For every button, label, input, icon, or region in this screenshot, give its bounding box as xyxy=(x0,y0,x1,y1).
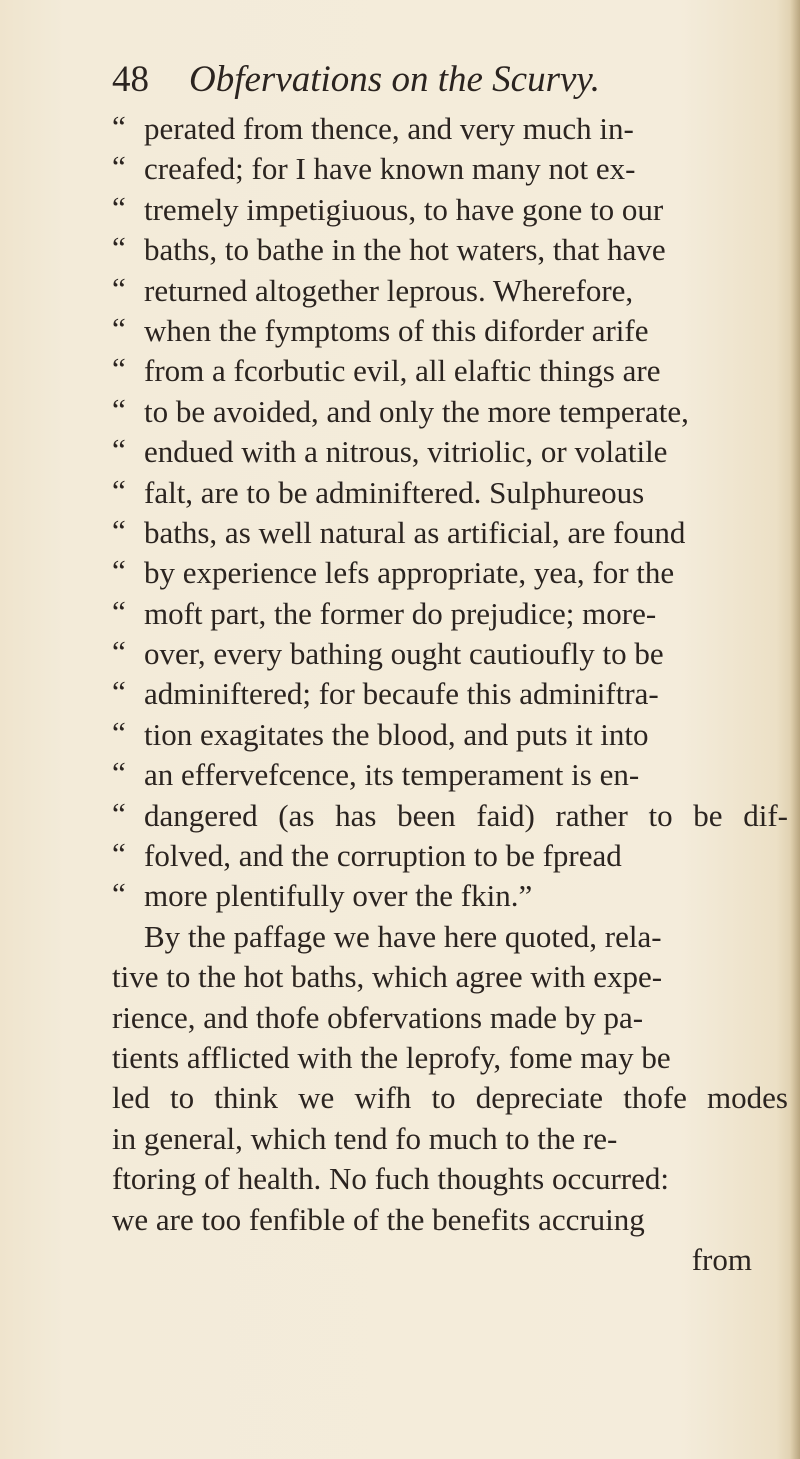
quoted-text-line: “ adminiftered; for becaufe this adminiftra- xyxy=(112,674,788,714)
quoted-text-line: “ by experience lefs appropriate, yea, for the xyxy=(112,553,788,593)
quoted-text-line: “ returned altogether leprous. Wherefore, xyxy=(112,271,788,311)
running-title: Obfervations on the Scurvy. xyxy=(189,59,601,100)
quoted-text-line: “ endued with a nitrous, vitriolic, or volatile xyxy=(112,432,788,472)
page-number: 48 xyxy=(112,59,149,100)
text-line: from xyxy=(691,1241,752,1277)
text-line: in general, which tend fo much to the re- xyxy=(112,1120,618,1156)
quoted-text-line: “ falt, are to be adminiftered. Sulphureous xyxy=(112,473,788,513)
body-text xyxy=(112,109,788,1280)
quoted-text-line: “ moft part, the former do prejudice; more- xyxy=(112,594,788,634)
page-edge xyxy=(790,0,800,1459)
text-line: led to think we wifh to depreciate thofe modes xyxy=(112,1080,788,1116)
text-line: tients afflicted with the leprofy, fome may be xyxy=(112,1039,671,1075)
quoted-text-line: “ over, every bathing ought cautioufly to be xyxy=(112,634,788,674)
quoted-text-line: “ dangered (as has been faid) rather to be dif- xyxy=(112,796,788,836)
quoted-text-line: “ tion exagitates the blood, and puts it into xyxy=(112,715,788,755)
quoted-text-line: “ more plentifully over the fkin.” xyxy=(112,876,788,916)
text-line: we are too fenfible of the benefits accruing xyxy=(112,1201,645,1237)
page-header xyxy=(112,58,600,101)
quoted-text-line: “ baths, as well natural as artificial, are found xyxy=(112,513,788,553)
quoted-text-line: “ to be avoided, and only the more temperate, xyxy=(112,392,788,432)
quoted-text-line: “ from a fcorbutic evil, all elaftic things are xyxy=(112,351,788,391)
quoted-text-line: “ when the fymptoms of this diforder arife xyxy=(112,311,788,351)
text-line: ftoring of health. No fuch thoughts occurred: xyxy=(112,1161,669,1197)
quoted-text-line: “ baths, to bathe in the hot waters, that have xyxy=(112,230,788,270)
quoted-text-line: “ perated from thence, and very much in- xyxy=(112,109,788,149)
text-line: By the paffage we have here quoted, rela- xyxy=(144,918,662,954)
quoted-text-line: “ tremely impetigiuous, to have gone to our xyxy=(112,190,788,230)
text-line: rience, and thofe obfervations made by pa- xyxy=(112,999,644,1035)
text-line: tive to the hot baths, which agree with expe- xyxy=(112,959,663,995)
quoted-text-line: “ folved, and the corruption to be fpread xyxy=(112,836,788,876)
quoted-text-line: “ an effervefcence, its temperament is en- xyxy=(112,755,788,795)
quoted-text-line: “ creafed; for I have known many not ex- xyxy=(112,149,788,189)
